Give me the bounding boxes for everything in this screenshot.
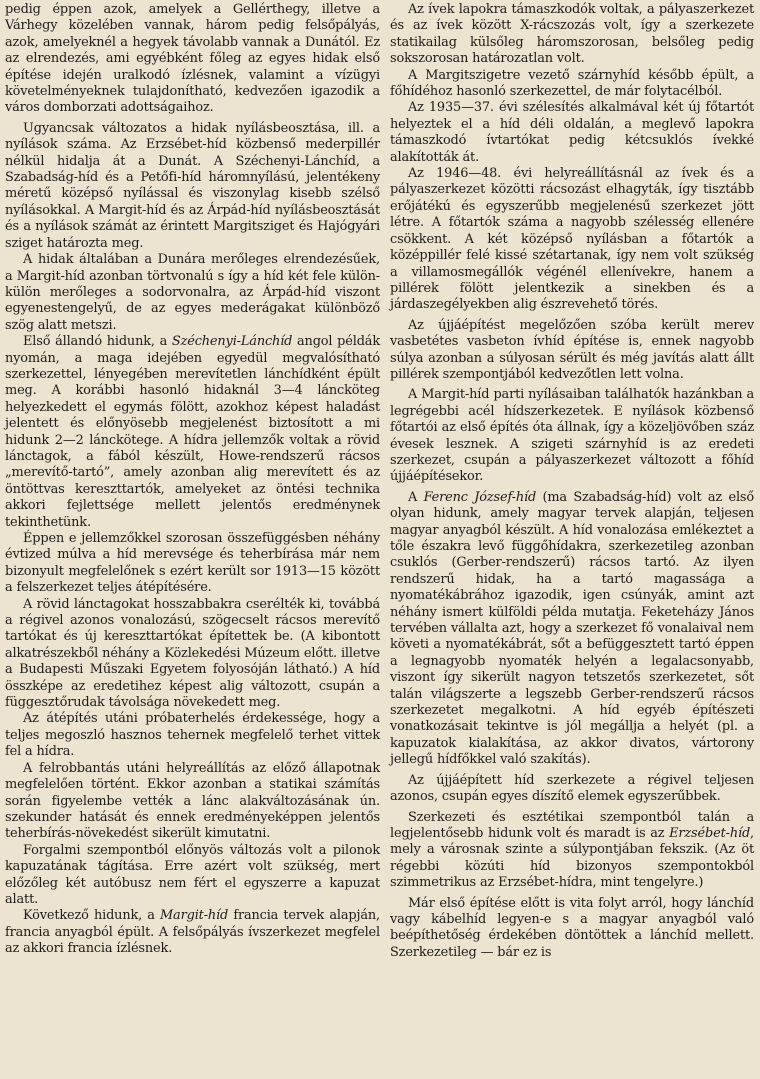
paragraph: Forgalmi szempontból előnyös változás volt a pilonok kapuzatának tágítása. Erre azért volt szükség, mert előzőleg két autóbusz nem fért el egyszerre a kapuzat alatt.	[5, 842, 380, 907]
paragraph: A Margit-híd parti nyílásaiban találhatók hazánkban a legrégebbi acél hídszerkezetek. E nyílások közbenső főtartói az első építés óta állnak, így a közeljövőben száz évesek lesznek. A szigeti szárnyhíd is az eredeti szerkezet, csupán a pályaszerkezet változott a főhíd újjáépítésekor.	[390, 387, 754, 485]
paragraph-text: Szerkezeti és esztétikai szempontból talán a legjelentősebb hidunk volt és maradt is az	[390, 809, 754, 841]
paragraph-text: Következő hidunk, a	[23, 908, 160, 924]
left-text-column	[5, 2, 380, 958]
right-text-column	[390, 2, 754, 961]
paragraph-text: Első állandó hidunk, a	[23, 334, 172, 350]
paragraph	[5, 908, 380, 957]
paragraph-text: angol példák nyomán, a maga idejében egyedül megvalósítható szerkezettel, lényegében merevítetlen lánchídként épült meg. A korábbi hasonló hidaknál 3—4 láncköteg helyezkedett el egymás fölött, azokhoz képest haladást jelentett és előnyösebb megjelenést biztosított a mi hidunk 2—2 lánckötege. A hídra jellemzők voltak a rövid lánctagok, a fából készült, Howe-rendszerű rácsos „merevítő-tartó”, amely azonban alig merevített és az öntöttvas kereszttartók, amelyeket az öntési technika akkori fejlettsége mellett jelentős eredménynek tekinthetünk.	[5, 334, 381, 530]
paragraph: A felrobbantás utáni helyreállítás az előző állapotnak megfelelően történt. Ekkor azonban a statikai számítás során figyelembe vették a lánc alakváltozásának ún. szekunder hatását és ennek eredményeképpen jelentős teherbírás-növekedést sikerült kimutatni.	[5, 760, 380, 842]
bridge-name-emphasis: Erzsébet-híd	[669, 825, 751, 841]
paragraph: A rövid lánctagokat hosszabbakra cserélték ki, továbbá a régivel azonos vonalozású, szögecselt rácsos merevítő tartókat és új kereszttartókat építettek be. (A kibontott alkatrészekből néhány a Közlekedési Múzeum előtt. illetve a Budapesti Műszaki Egyetem folyosóján látható.) A híd összképe az eredetihez képest alig változott, csupán a függesztőrudak távolsága növekedett meg.	[5, 596, 380, 711]
paragraph: Az 1935—37. évi szélesítés alkalmával két új főtartót helyeztek el a híd déli oldalán, a meglevő lapokra támaszkodó ívtartókat pedig kétcsuklós ívekké alakították át.	[390, 100, 754, 165]
paragraph	[390, 490, 754, 769]
paragraph: Már első építése előtt is vita folyt arról, hogy lánchíd vagy kábelhíd legyen-e s a magyar anyagból való beépíthetőség érdekében döntöttek a lánchíd mellett. Szerkezetileg — bár ez is	[390, 895, 754, 960]
bridge-name-emphasis: Széchenyi-Lánchíd	[171, 334, 293, 350]
paragraph	[5, 334, 380, 531]
paragraph: Éppen e jellemzőkkel szorosan összefüggésben néhány évtized múlva a híd merevsége és teherbírása már nem bizonyult megfelelőnek s ezért került sor 1913—15 között a felszerkezet teljes átépítésére.	[5, 531, 380, 596]
paragraph-text: (ma Szabadság-híd) volt az első olyan hidunk, amely magyar tervek alapján, teljesen magyar anyagból készült. A híd vonalozása emlékeztet a tőle északra levő függőhídakra, szerkezetileg azonban csuklós (Gerber-rendszerű) rácsos tartó. Az ilyen rendszerű hidak, ha a tartó magassága a nyomatékábrához igazodik, igen csúnyák, amint azt néhány ismert külföldi példa mutatja. Feketeházy János tervében vállalta azt, hogy a szerkezet fő vonalaival nem követi a nyomatékábrát, sőt a befüggesztett tartó éppen a legnagyobb nyomaték helyén a legalacsonyabb, viszont így sikerült nagyon tetszetős szerkezetet, sőt talán világszerte a legszebb Gerber-rendszerű rácsos szerkezetet megalkotni. A híd egyéb építészeti vonatkozásait tekintve is jól megállja a helyét (pl. a kapuzatok kialakítása, az akkor divatos, vártorony jellegű hídfőkkel való szakítás).	[390, 489, 755, 768]
bridge-name-emphasis: Margit-híd	[160, 908, 229, 924]
paragraph-text: A	[408, 489, 424, 505]
paragraph: Az újjáépített híd szerkezete a régivel teljesen azonos, csupán egyes díszítő elemek egyszerűbbek.	[390, 772, 754, 805]
paragraph: pedig éppen azok, amelyek a Gellérthegy, illetve a Várhegy közelében vannak, három pedig felsőpályás, azok, amelyeknél a hegyek távolabb vannak a Dunától. Ez az elrendezés, ami egyébként főleg az egyes hidak első építése idején uralkodó ízlésnek, valamint a vízügyi követelményeknek tulajdonítható, kedvezően igazodik a város domborzati adottságaihoz.	[5, 2, 380, 116]
paragraph	[390, 810, 754, 892]
bridge-name-emphasis: Ferenc József-híd	[423, 489, 537, 505]
paragraph-text: francia tervek alapján, francia anyagból épült. A felsőpályás ívszerkezet megfelel az akkori francia ízlésnek.	[5, 908, 380, 957]
paragraph-text: , mely a városnak szinte a súlypontjában fekszik. (Az öt régebbi közúti híd bizonyos szempontokból szimmetrikus az Erzsébet-hídra, mint tengelyre.)	[390, 825, 754, 891]
paragraph: A Margitszigetre vezető szárnyhíd később épült, a főhídéhoz hasonló szerkezettel, de már folytacélból.	[390, 67, 754, 100]
paragraph: Az átépítés utáni próbaterhelés érdekessége, hogy a teljes megoszló hasznos tehernek megfelelő terhet vittek fel a hídra.	[5, 711, 380, 760]
paragraph: Az ívek lapokra támaszkodók voltak, a pályaszerkezet és az ívek között X-rácszozás volt, így a szerkezete statikailag külsőleg háromszorosan, belsőleg pedig sokszorosan határozatlan volt.	[390, 2, 754, 67]
paragraph: Az 1946—48. évi helyreállításnál az ívek és a pályaszerkezet közötti rácsozást elhagyták, így tisztább erőjátékú és egyszerűbb megjelenésű szerkezet jött létre. A főtartók száma a nagyobb szélesség ellenére csökkent. A két középső nyílásban a főtartók a középpillér felé kissé szétartanak, így nem volt szükség a villamosmegállók végénél ellenívekre, hanem a pillérek fölött jelentkezik a sinekben és a járdaszegélyekben alig észrevehető törés.	[390, 166, 754, 313]
paragraph: A hidak általában a Dunára merőleges elrendezésűek, a Margit-híd azonban törtvonalú s így a híd két fele külön-külön merőleges a sodorvonalra, az Árpád-híd viszont egyenestengelyű, de az egyes mederágakat különböző szög alatt metszi.	[5, 252, 380, 333]
paragraph: Az újjáépítést megelőzően szóba került merev vasbetétes vasbeton ívhíd építése is, ennek nagyobb súlya azonban a súlyosan sérült és még javítás alatt állt pillérek szempontjából kedvezőtlen lett volna.	[390, 317, 754, 382]
paragraph: Ugyancsak változatos a hidak nyílásbeosztása, ill. a nyílások száma. Az Erzsébet-híd közbenső mederpillér nélkül hidalja át a Dunát. A Széchenyi-Lánchíd, a Szabadság-híd és a Petőfi-híd háromnyílású, jelentékeny méretű középső nyílással és viszonylag kisebb szélső nyílásokkal. A Margit-híd és az Árpád-híd nyílásbeosztását és a nyílások számát az érintett Margitsziget és Hajógyári sziget határozta meg.	[5, 120, 380, 251]
